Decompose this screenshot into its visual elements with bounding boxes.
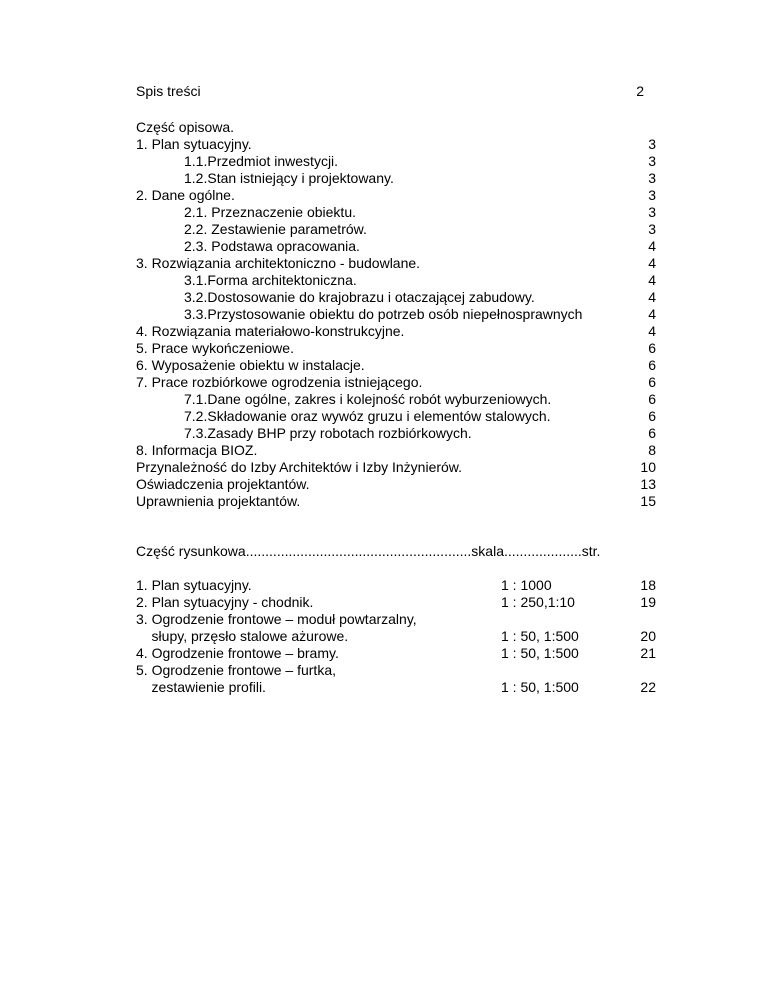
toc-entry-label: 2.2. Zestawienie parametrów. <box>184 221 367 237</box>
toc-entry[interactable] <box>136 391 656 408</box>
toc-entry[interactable] <box>136 408 656 425</box>
drawing-entry[interactable] <box>136 645 656 662</box>
toc-entry[interactable] <box>136 238 656 255</box>
toc-entry-label: 7. Prace rozbiórkowe ogrodzenia istniejącego. <box>136 374 423 390</box>
drawing-scale: 1 : 250,1:10 <box>501 594 575 610</box>
toc-entry[interactable] <box>136 170 656 187</box>
drawing-label: 3. Ogrodzenie frontowe – moduł powtarzalny, <box>136 611 417 627</box>
drawing-entry[interactable] <box>136 662 656 679</box>
drawing-scale: 1 : 50, 1:500 <box>501 628 579 644</box>
toc-entry-page: 3 <box>648 153 656 169</box>
toc-entry-label: 2.1. Przeznaczenie obiektu. <box>184 204 356 220</box>
toc-entry[interactable] <box>136 442 656 459</box>
toc-entry-label: Przynależność do Izby Architektów i Izby Inżynierów. <box>136 459 463 475</box>
toc-entry-page: 13 <box>640 476 656 492</box>
toc-entry[interactable] <box>136 255 656 272</box>
toc-entry[interactable] <box>136 221 656 238</box>
section-heading-text: Część opisowa. <box>136 119 235 135</box>
toc-entry-page: 3 <box>648 204 656 220</box>
toc-entry-label: 2.3. Podstawa opracowania. <box>184 238 360 254</box>
drawing-entry[interactable] <box>136 594 656 611</box>
toc-entry-page: 6 <box>648 408 656 424</box>
toc-entry[interactable] <box>136 272 656 289</box>
toc-entry-label: 4. Rozwiązania materiałowo-konstrukcyjne. <box>136 323 405 339</box>
toc-entry[interactable] <box>136 425 656 442</box>
toc-entry[interactable] <box>136 459 656 476</box>
toc-entry-label: 7.2.Składowanie oraz wywóz gruzu i elementów stalowych. <box>184 408 551 424</box>
toc-entry-page: 4 <box>648 238 656 254</box>
toc-entry-page: 8 <box>648 442 656 458</box>
drawing-scale: 1 : 50, 1:500 <box>501 645 579 661</box>
toc-entry-label: 7.1.Dane ogólne, zakres i kolejność robót wyburzeniowych. <box>184 391 552 407</box>
toc-entry[interactable] <box>136 493 656 510</box>
drawing-label: 4. Ogrodzenie frontowe – bramy. <box>136 645 339 661</box>
toc-entry-page: 6 <box>648 391 656 407</box>
drawing-label: zestawienie profili. <box>136 679 266 695</box>
drawing-entry[interactable] <box>136 611 656 628</box>
drawing-page: 22 <box>640 679 656 695</box>
toc-entry[interactable] <box>136 340 656 357</box>
toc-title-page: 2 <box>636 83 644 99</box>
drawing-page: 20 <box>640 628 656 644</box>
toc-entry-page: 3 <box>648 187 656 203</box>
toc-entry-page: 10 <box>640 459 656 475</box>
toc-entry-label: 3.2.Dostosowanie do krajobrazu i otaczającej zabudowy. <box>184 289 535 305</box>
toc-entry-label: Oświadczenia projektantów. <box>136 476 310 492</box>
toc-entry-label: 7.3.Zasady BHP przy robotach rozbiórkowych. <box>184 425 472 441</box>
section-heading-opis <box>136 119 656 136</box>
toc-title-row <box>136 83 656 100</box>
toc-entry-page: 6 <box>648 374 656 390</box>
drawing-scale: 1 : 50, 1:500 <box>501 679 579 695</box>
drawing-page: 18 <box>640 577 656 593</box>
toc-entry-label: 5. Prace wykończeniowe. <box>136 340 294 356</box>
drawing-entry[interactable] <box>136 577 656 594</box>
toc-entry-page: 3 <box>648 170 656 186</box>
toc-entry[interactable] <box>136 187 656 204</box>
toc-entry[interactable] <box>136 323 656 340</box>
toc-entry[interactable] <box>136 289 656 306</box>
toc-entry-page: 3 <box>648 136 656 152</box>
drawing-scale: 1 : 1000 <box>501 577 552 593</box>
toc-entry[interactable] <box>136 357 656 374</box>
toc-entry-page: 4 <box>648 306 656 322</box>
toc-entry[interactable] <box>136 136 656 153</box>
toc-entry-page: 4 <box>648 272 656 288</box>
toc-entry-page: 3 <box>648 221 656 237</box>
drawing-page: 21 <box>640 645 656 661</box>
toc-entry-page: 6 <box>648 357 656 373</box>
toc-entry-page: 6 <box>648 340 656 356</box>
drawing-label: 2. Plan sytuacyjny - chodnik. <box>136 594 314 610</box>
drawing-page: 19 <box>640 594 656 610</box>
toc-entry[interactable] <box>136 306 656 323</box>
toc-entry[interactable] <box>136 374 656 391</box>
toc-entry[interactable] <box>136 153 656 170</box>
toc-entry-label: 3. Rozwiązania architektoniczno - budowlane. <box>136 255 421 271</box>
toc-entry-label: 3.3.Przystosowanie obiektu do potrzeb osób niepełnosprawnych <box>184 306 583 322</box>
toc-entry-page: 6 <box>648 425 656 441</box>
toc-entry-label: 3.1.Forma architektoniczna. <box>184 272 357 288</box>
toc-entry-page: 4 <box>648 255 656 271</box>
toc-entry-label: 6. Wyposażenie obiektu w instalacje. <box>136 357 365 373</box>
section-heading-rysunki <box>136 543 656 560</box>
drawing-entry[interactable] <box>136 679 656 696</box>
toc-entry-label: 8. Informacja BIOZ. <box>136 442 258 458</box>
toc-entry-page: 4 <box>648 323 656 339</box>
section-heading-text: Część rysunkowa..........................................................skala....................str. <box>136 543 601 559</box>
drawing-label: słupy, przęsło stalowe ażurowe. <box>136 628 349 644</box>
toc-entry[interactable] <box>136 204 656 221</box>
toc-entry-page: 4 <box>648 289 656 305</box>
toc-entry-label: 1.2.Stan istniejący i projektowany. <box>184 170 394 186</box>
toc-entry-label: 2. Dane ogólne. <box>136 187 235 203</box>
toc-title: Spis treści <box>136 83 201 99</box>
drawing-entry[interactable] <box>136 628 656 645</box>
toc-entry[interactable] <box>136 476 656 493</box>
drawing-label: 5. Ogrodzenie frontowe – furtka, <box>136 662 336 678</box>
toc-entry-label: 1. Plan sytuacyjny. <box>136 136 252 152</box>
toc-entry-label: 1.1.Przedmiot inwestycji. <box>184 153 339 169</box>
drawing-label: 1. Plan sytuacyjny. <box>136 577 252 593</box>
toc-entry-page: 15 <box>640 493 656 509</box>
toc-entry-label: Uprawnienia projektantów. <box>136 493 301 509</box>
